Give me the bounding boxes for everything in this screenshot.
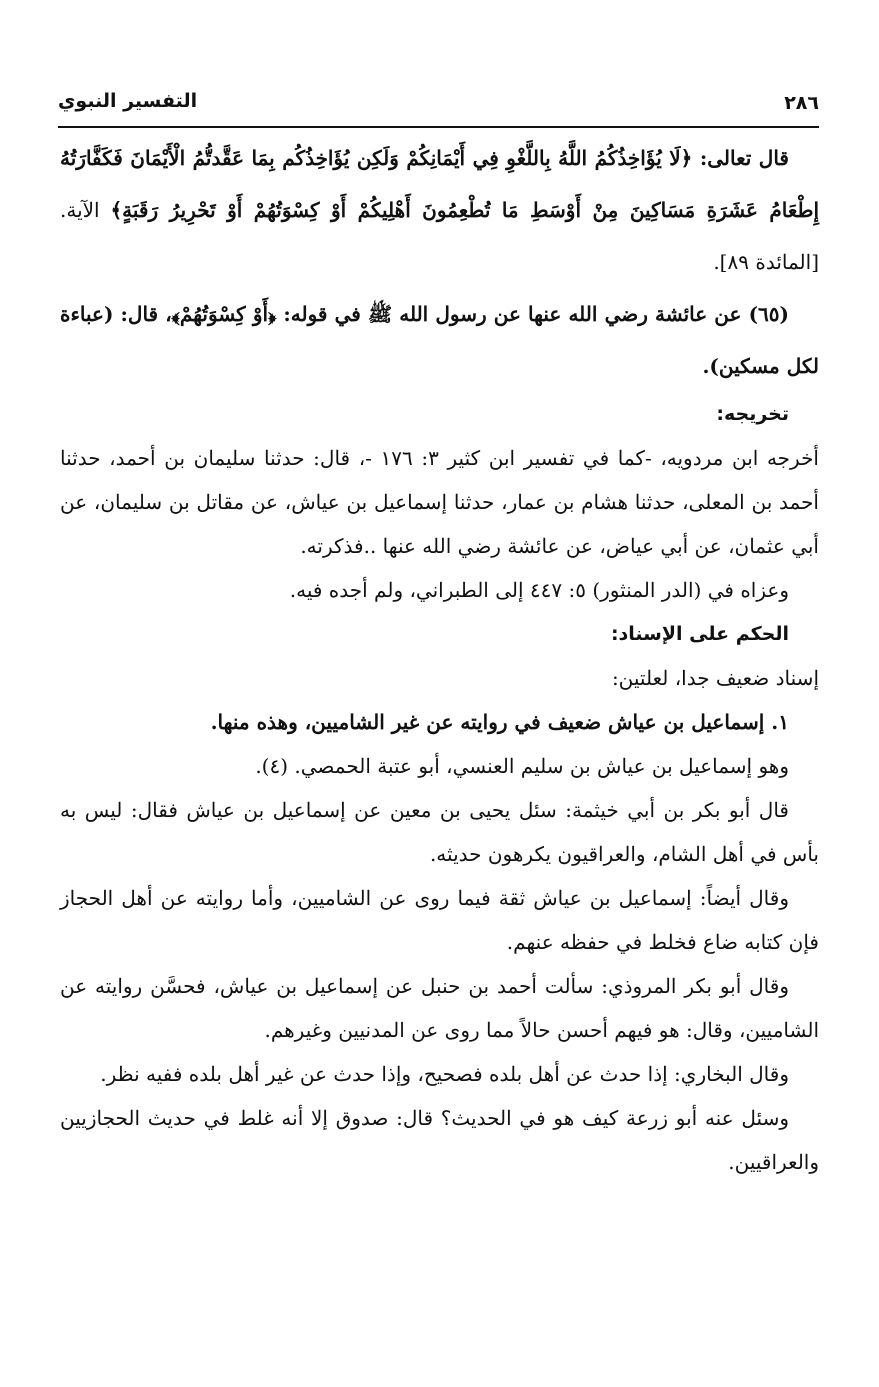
isnad-quote-3: وقال أبو بكر المروذي: سألت أحمد بن حنبل عن إسماعيل بن عياش، فحسَّن روايته عن الشاميين، وقال: هو فيهم أحسن حالاً مما روى عن المدنيين وغيرهم. [60,974,819,1042]
takhrij-heading: تخريجه: [716,403,789,425]
page-header [58,88,819,124]
running-title: التفسير النبوي [58,90,198,112]
isnad-point-1-detail: وهو إسماعيل بن عياش بن سليم العنسي، أبو عتبة الحمصي. (٤). [255,754,789,778]
takhrij-paragraph-1: أخرجه ابن مردويه، -كما في تفسير ابن كثير ٣: ١٧٦ -، قال: حدثنا سليمان بن أحمد، حدثنا أحمد بن المعلى، حدثنا هشام بن عمار، حدثنا إسماعيل بن عياش، عن مقاتل بن سليمان، عن أبي عثمان، عن أبي عياض، عن عائشة رضي الله عنها ..فذكرته. [60,446,819,558]
takhrij-paragraph-2: وعزاه في (الدر المنثور) ٥: ٤٤٧ إلى الطبراني، ولم أجده فيه. [289,578,789,602]
isnad-quote-1: قال أبو بكر بن أبي خيثمة: سئل يحيى بن معين عن إسماعيل بن عياش فقال: ليس به بأس في أهل الشام، والعراقيون يكرهون حديثه. [60,798,819,866]
hadith-paragraph: (٦٥) عن عائشة رضي الله عنها عن رسول الله ﷺ في قوله: ﴿أَوْ كِسْوَتُهُمْ﴾، قال: (عباءة لكل مسكين). [60,302,819,378]
quran-verse: ﴿لَا يُؤَاخِذُكُمُ اللَّهُ بِاللَّغْوِ فِي أَيْمَانِكُمْ وَلَكِن يُؤَاخِذُكُم بِمَا عَقَّدتُّمُ الْأَيْمَانَ فَكَفَّارَتُهُ إِطْعَامُ عَشَرَةِ مَسَاكِينَ مِنْ أَوْسَطِ مَا تُطْعِمُونَ أَهْلِيكُمْ أَوْ كِسْوَتُهُمْ أَوْ تَحْرِيرُ رَقَبَةٍ﴾ [60,146,819,222]
verse-intro: قال تعالى: [692,146,789,170]
verse-citation: الآية. [المائدة ٨٩]. [60,198,819,274]
isnad-point-1: ١. إسماعيل بن عياش ضعيف في روايته عن غير الشاميين، وهذه منها. [210,710,789,734]
verse-paragraph [60,132,819,288]
page-number: ٢٨٦ [784,92,819,114]
page-body [60,132,819,1184]
isnad-quote-5: وسئل عنه أبو زرعة كيف هو في الحديث؟ قال: صدوق إلا أنه غلط في حديث الحجازيين والعراقيين. [60,1106,819,1174]
isnad-summary: إسناد ضعيف جدا، لعلتين: [611,666,819,690]
isnad-quote-2: وقال أيضاً: إسماعيل بن عياش ثقة فيما روى عن الشاميين، وأما روايته عن أهل الحجاز فإن كتابه ضاع فخلط في حفظه عنهم. [60,886,819,954]
isnad-quote-4: وقال البخاري: إذا حدث عن أهل بلده فصحيح، وإذا حدث عن غير أهل بلده ففيه نظر. [100,1062,789,1086]
isnad-heading: الحكم على الإسناد: [610,623,789,645]
header-rule [58,126,819,128]
